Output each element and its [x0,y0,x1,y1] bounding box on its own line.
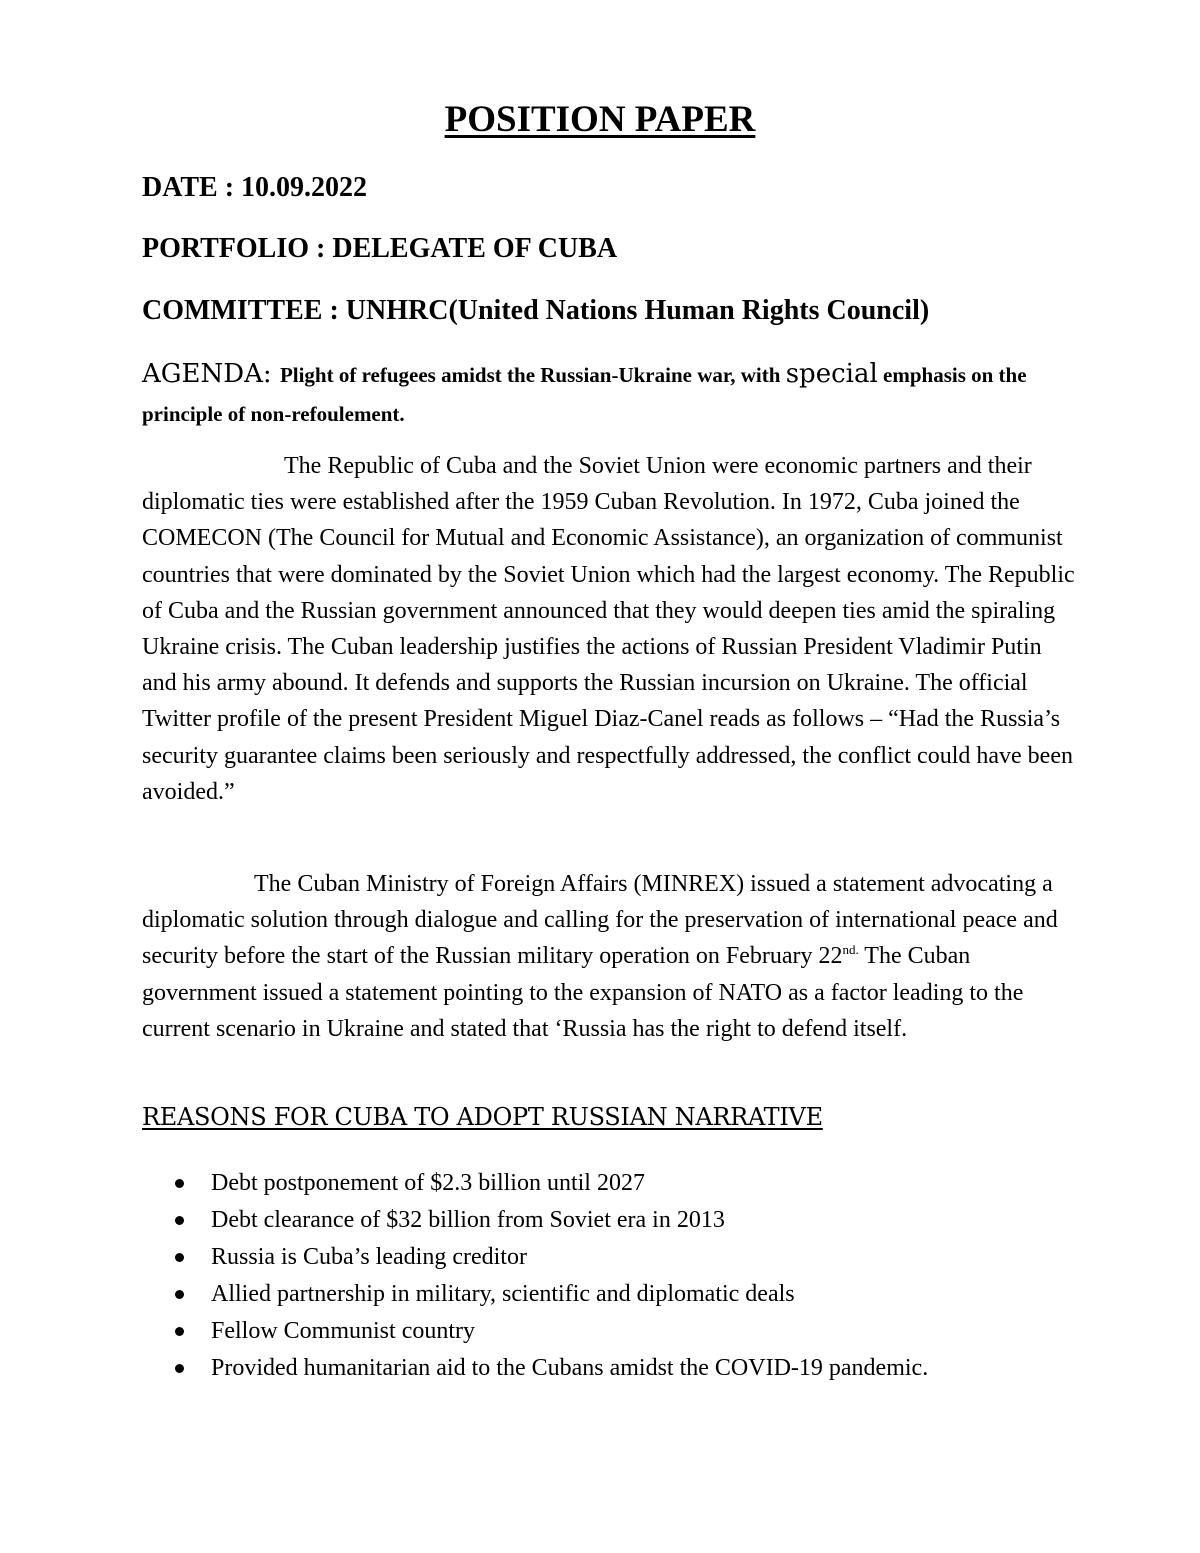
list-item [142,1202,1082,1239]
list-item-text: Fellow Communist country [211,1318,475,1344]
agenda-text-1: Plight of refugees amidst the Russian-Ukraine war, with [279,363,786,387]
date-line: DATE : 10.09.2022 [142,172,368,203]
bullet-icon [175,1290,184,1299]
agenda-colon: : [262,359,280,389]
paragraph-2-text-before: The Cuban Ministry of Foreign Affairs (MINREX) issued a statement advocating a diplomatic solution through dialogue and calling for the preservation of international peace and security before the start of the Russian military operation on February 22 [142,871,1058,970]
agenda-text-2: emphasis on the principle of non-refoulement. [142,363,1027,426]
paragraph-2-text-after: The Cuban government issued a statement pointing to the expansion of NATO as a factor leading to the current scenario in Ukraine and stated that ‘Russia has the right to defend itself. [142,943,1024,1042]
portfolio-line: PORTFOLIO : DELEGATE OF CUBA [142,233,618,264]
committee-line: COMMITTEE : UNHRC(United Nations Human Rights Council) [142,295,930,326]
list-item-text: Russia is Cuba’s leading creditor [211,1244,527,1270]
bullet-icon [175,1364,184,1373]
list-item [142,1313,1082,1350]
bullet-icon [175,1253,184,1262]
bullet-icon [175,1179,184,1188]
list-item [142,1239,1082,1276]
section-heading-reasons: REASONS FOR CUBA TO ADOPT RUSSIAN NARRATIVE [142,1103,823,1131]
list-item-text: Allied partnership in military, scientific and diplomatic deals [211,1281,795,1307]
page-title: POSITION PAPER [444,99,756,140]
agenda-label: AGENDA [142,359,263,389]
agenda-line [142,355,1062,434]
reasons-list [142,1165,1082,1387]
list-item-text: Debt postponement of $2.3 billion until 2027 [211,1170,645,1196]
bullet-icon [175,1327,184,1336]
agenda-special-word: special [785,359,878,389]
paragraph-cuba-soviet-relations: The Republic of Cuba and the Soviet Union were economic partners and their diplomatic ties were established after the 1959 Cuban Revolution. In 1972, Cuba joined the COMECON (The Council for Mutual and Economic Assistance), an organization of communist countries that were dominated by the Soviet Union which had the largest economy. The Republic of Cuba and the Russian government announced that they would deepen ties amid the spiraling Ukraine crisis. The Cuban leadership justifies the actions of Russian President Vladimir Putin and his army abound. It defends and supports the Russian incursion on Ukraine. The official Twitter profile of the present President Miguel Diaz-Canel reads as follows – “Had the Russia’s security guarantee claims been seriously and respectfully addressed, the conflict could have been avoided.” [142,453,1075,805]
list-item-text: Provided humanitarian aid to the Cubans amidst the COVID-19 pandemic. [211,1355,929,1381]
paragraph-minrex-statement [142,866,1082,1047]
list-item-text: Debt clearance of $32 billion from Soviet era in 2013 [211,1207,725,1233]
list-item [142,1276,1082,1313]
list-item [142,1350,1082,1387]
paragraph-2-superscript: nd. [842,942,859,958]
bullet-icon [175,1216,184,1225]
list-item [142,1165,1082,1202]
